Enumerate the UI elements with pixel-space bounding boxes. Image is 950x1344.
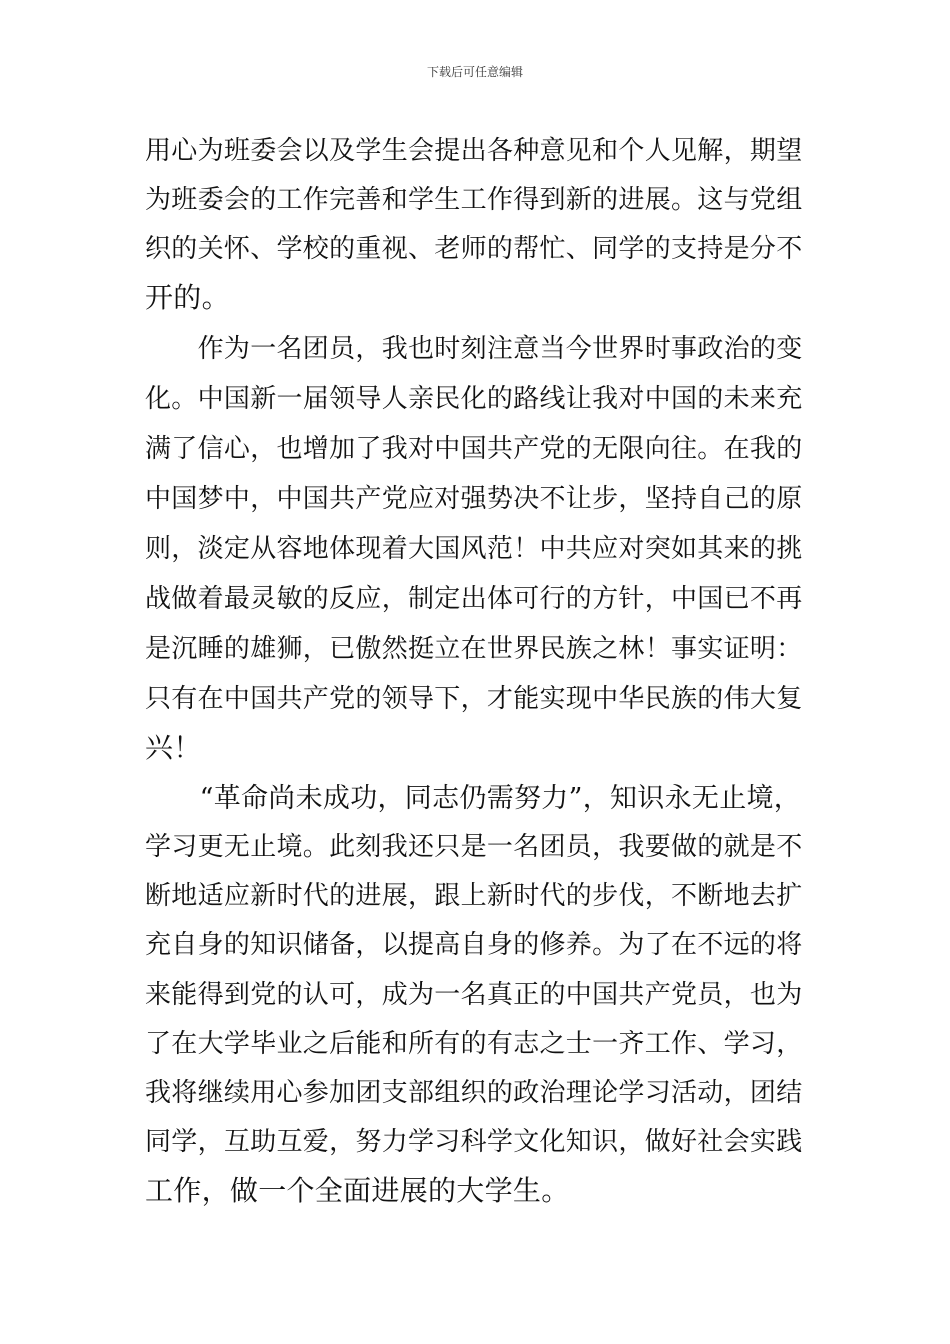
text-line: 中国梦中，中国共产党应对强势决不让步，坚持自己的原 [145,484,803,514]
text-line: “革命尚未成功，同志仍需努力”，知识永无止境， [145,783,802,814]
text-line: 兴！ [145,731,202,764]
text-line: 学习更无止境。此刻我还只是一名团员，我要做的就是不 [145,832,803,862]
text-line: 同学，互助互爱，努力学习科学文化知识，做好社会实践 [145,1127,803,1157]
text-line: 织的关怀、学校的重视、老师的帮忙、同学的支持是分不 [145,234,803,264]
text-line: 工作，做一个全面进展的大学生。 [145,1174,570,1207]
text-line: 战做着最灵敏的反应，制定出体可行的方针，中国已不再 [145,584,803,614]
text-line: 充自身的知识储备，以提高自身的修养。为了在不远的将 [145,930,803,960]
text-line: 满了信心，也增加了我对中国共产党的无限向往。在我的 [145,434,803,464]
text-line: 我将继续用心参加团支部组织的政治理论学习活动，团结 [145,1078,803,1108]
text-line: 为班委会的工作完善和学生工作得到新的进展。这与党组 [145,185,803,215]
text-line: 化。中国新一届领导人亲民化的路线让我对中国的未来充 [145,384,803,414]
text-line: 开的。 [145,281,230,314]
text-line: 则，淡定从容地体现着大国风范！中共应对突如其来的挑 [145,534,803,564]
text-line: 来能得到党的认可，成为一名真正的中国共产党员，也为 [145,980,803,1010]
page-header: 下载后可任意编辑 [426,65,523,79]
text-line: 是沉睡的雄狮，已傲然挺立在世界民族之林！事实证明： [145,634,803,664]
text-line: 用心为班委会以及学生会提出各种意见和个人见解，期望 [145,136,803,166]
text-line: 作为一名团员，我也时刻注意当今世界时事政治的变 [145,334,803,364]
text-line: 断地适应新时代的进展，跟上新时代的步伐，不断地去扩 [145,881,803,911]
text-line: 了在大学毕业之后能和所有的有志之士一齐工作、学习， [145,1029,803,1059]
text-line: 只有在中国共产党的领导下，才能实现中华民族的伟大复 [145,684,803,714]
